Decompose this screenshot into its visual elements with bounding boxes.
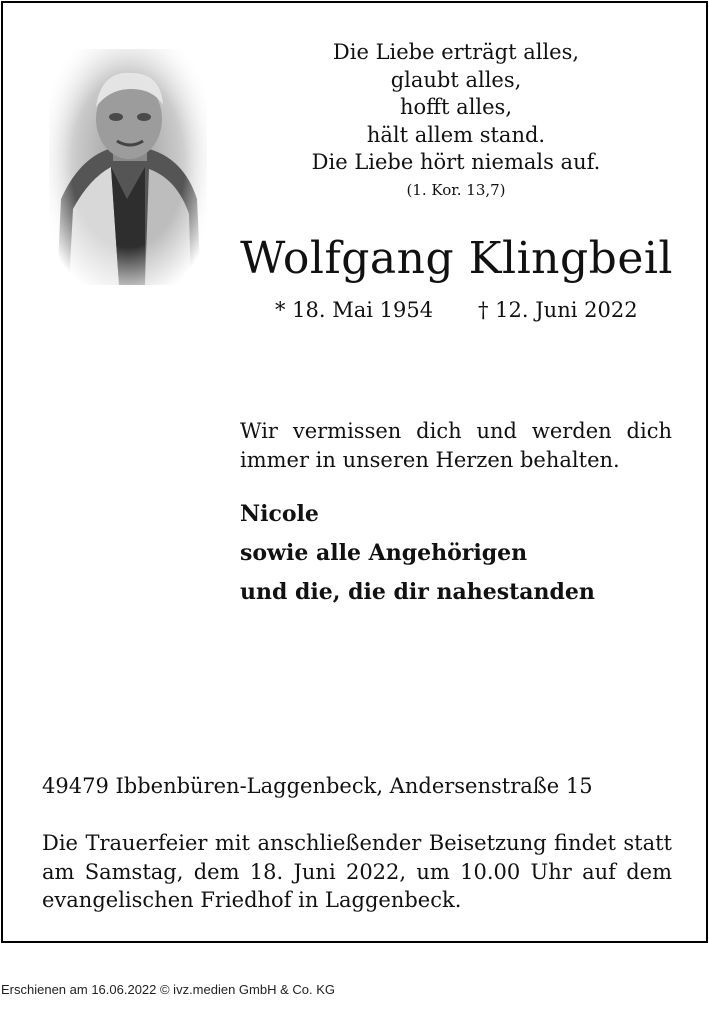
bible-quote	[241, 39, 671, 203]
quote-line: glaubt alles,	[390, 67, 522, 92]
signer-line: und die, die dir nahestanden	[240, 579, 595, 605]
portrait-photo	[49, 49, 207, 285]
family-address: 49479 Ibbenbüren-Laggenbeck, Andersenstraße 15	[42, 774, 593, 798]
signer-line: Nicole	[240, 501, 319, 527]
quote-line: Die Liebe erträgt alles,	[332, 40, 580, 64]
quote-line: hofft alles,	[399, 95, 513, 119]
obituary-notice	[1, 1, 708, 943]
quote-line: Die Liebe hört niemals auf.	[311, 150, 601, 174]
death-date: † 12. Juni 2022	[478, 298, 638, 322]
publication-footer: Erschienen am 16.06.2022 © ivz.medien GmbH & Co. KG	[1, 982, 336, 997]
farewell-message: Wir vermissen dich und werden dich immer in unseren Herzen behalten.	[240, 419, 672, 472]
deceased-name: Wolfgang Klingbeil	[240, 233, 673, 284]
birth-date: * 18. Mai 1954	[275, 298, 434, 322]
quote-reference: (1. Kor. 13,7)	[406, 180, 506, 199]
quote-line: hält allem stand.	[366, 122, 546, 147]
signer-line: sowie alle Angehörigen	[240, 540, 528, 566]
funeral-details: Die Trauerfeier mit anschließender Beisetzung findet statt am Samstag, dem 18. Juni 2022, um 10.00 Uhr auf dem evangelischen Friedhof in Laggenbeck.	[42, 831, 672, 912]
signers-block	[240, 495, 595, 612]
